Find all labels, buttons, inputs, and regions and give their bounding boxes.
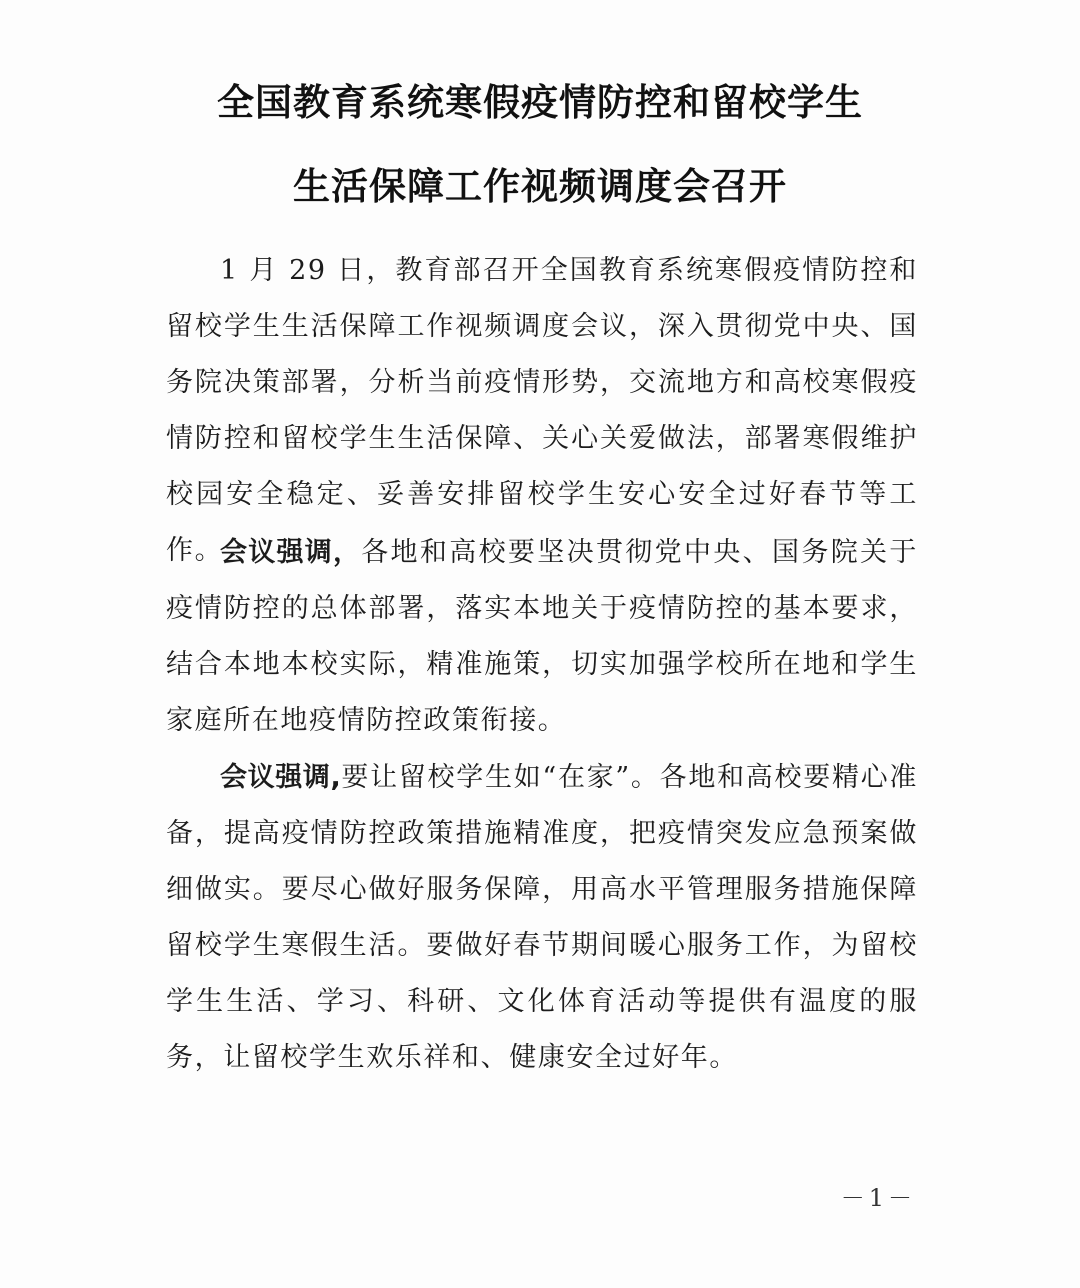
document-title-line-1: 全国教育系统寒假疫情防控和留校学生 bbox=[217, 80, 863, 124]
paragraph-1-text: 1 月 29 日，教育部召开全国教育系统寒假疫情防控和留校学生生活保障工作视频调度会议，深入贯彻党中央、国务院决策部署，分析当前疫情形势，交流地方和高校寒假疫情防控和留校学生生活保障、关心关爱做法，部署寒假维护校园安全稳定、妥善安排留校学生安心安全过好春节等工作。 bbox=[166, 255, 918, 566]
paragraph-2 bbox=[166, 525, 918, 749]
document-title-line-2: 生活保障工作视频调度会召开 bbox=[293, 164, 787, 208]
paragraph-3 bbox=[166, 750, 918, 1086]
page-number: －1－ bbox=[840, 1184, 916, 1212]
paragraph-2-lead: 会议强调， bbox=[220, 537, 362, 568]
paragraph-2-block bbox=[166, 525, 918, 749]
paragraph-3-lead: 会议强调, bbox=[220, 762, 342, 793]
paragraph-3-text: 要让留校学生如“在家”。各地和高校要精心准备，提高疫情防控政策措施精准度，把疫情突发应急预案做细做实。要尽心做好服务保障，用高水平管理服务措施保障留校学生寒假生活。要做好春节期间暖心服务工作，为留校学生生活、学习、科研、文化体育活动等提供有温度的服务，让留校学生欢乐祥和、健康安全过好年。 bbox=[166, 762, 918, 1073]
paragraph-3-block bbox=[166, 750, 918, 1086]
paragraph-2-text: 各地和高校要坚决贯彻党中央、国务院关于疫情防控的总体部署，落实本地关于疫情防控的基本要求，结合本地本校实际，精准施策，切实加强学校所在地和学生家庭所在地疫情防控政策衔接。 bbox=[166, 537, 918, 736]
